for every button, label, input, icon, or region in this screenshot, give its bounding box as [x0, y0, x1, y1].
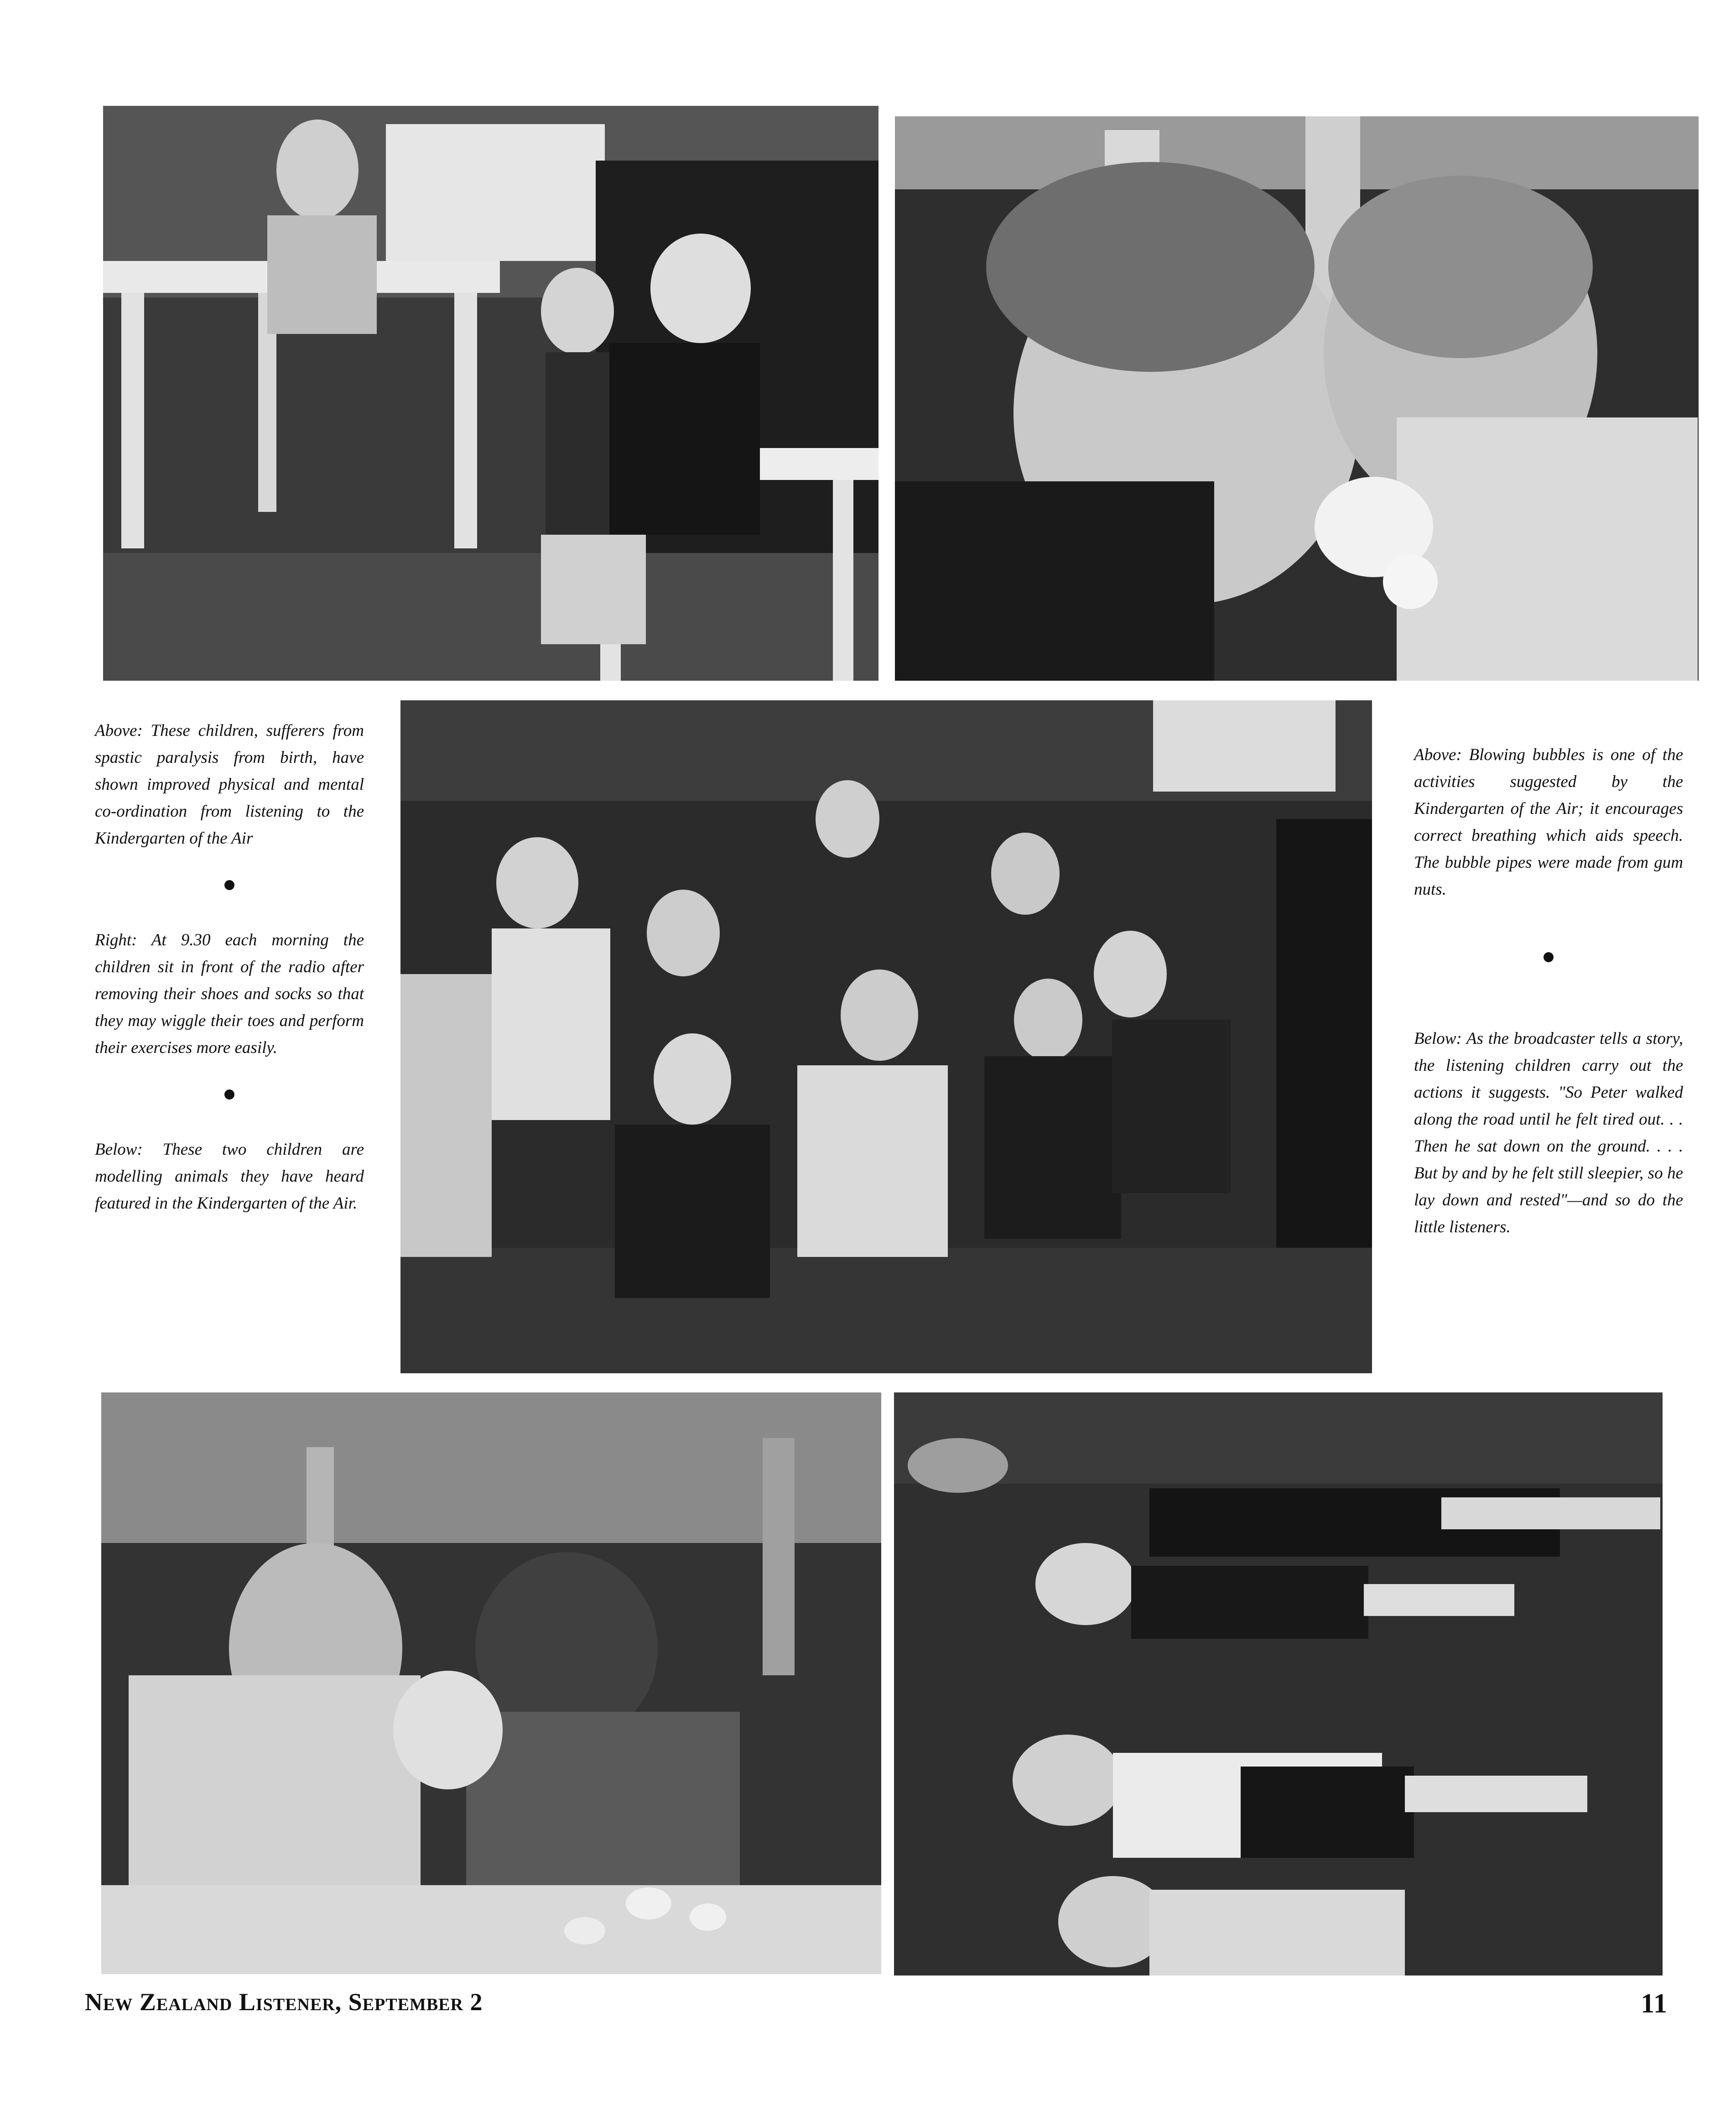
page-number: 11	[1641, 1988, 1668, 2018]
photo-children-at-tables	[103, 106, 878, 681]
photo-blowing-bubbles	[895, 116, 1699, 681]
caption-blowing-bubbles: Above: Blowing bubbles is one of the activities suggested by the Kindergarten of the Air; it encourages correct breathing which aids speech. The bubble pipes were made from gum nuts.	[1414, 745, 1683, 899]
photo-children-lying-down	[894, 1392, 1663, 1975]
photo-children-before-radio	[400, 700, 1372, 1373]
caption-spastic-paralysis: Above: These children, sufferers from spastic paralysis from birth, have shown improved physical and mental co-ordination from listening to the Kindergarten of the Air	[95, 721, 364, 848]
caption-radio-morning: Right: At 9.30 each morning the children sit in front of the radio after removing their shoes and socks so that they may wiggle their toes and perform their exercises more easily.	[95, 931, 364, 1057]
caption-story-actions: Below: As the broadcaster tells a story, the listening children carry out the actions it suggests. "So Peter walked along the road until he felt tired out. . . Then he sat down on the ground. . . . But by and by he felt still sleepier, so he lay down and rested"—and so do the little listeners.	[1414, 1029, 1683, 1236]
bullet-separator	[1544, 952, 1554, 962]
photo-modelling-animals	[101, 1392, 881, 1974]
caption-modelling-animals: Below: These two children are modelling animals they have heard featured in the Kindergarten of the Air.	[95, 1140, 364, 1213]
photo-blowing-bubbles-image	[895, 116, 1699, 681]
photo-children-at-tables-image	[103, 106, 878, 681]
photo-children-lying-down-image	[894, 1392, 1663, 1975]
footer-publication-line: New Zealand Listener, September 2	[85, 1988, 483, 2016]
caption-column-left	[95, 717, 364, 1217]
bullet-separator	[224, 1089, 234, 1100]
photo-children-before-radio-image	[400, 700, 1372, 1373]
photo-modelling-animals-image	[101, 1392, 881, 1974]
caption-column-right	[1414, 741, 1683, 1241]
bullet-separator	[224, 880, 234, 890]
